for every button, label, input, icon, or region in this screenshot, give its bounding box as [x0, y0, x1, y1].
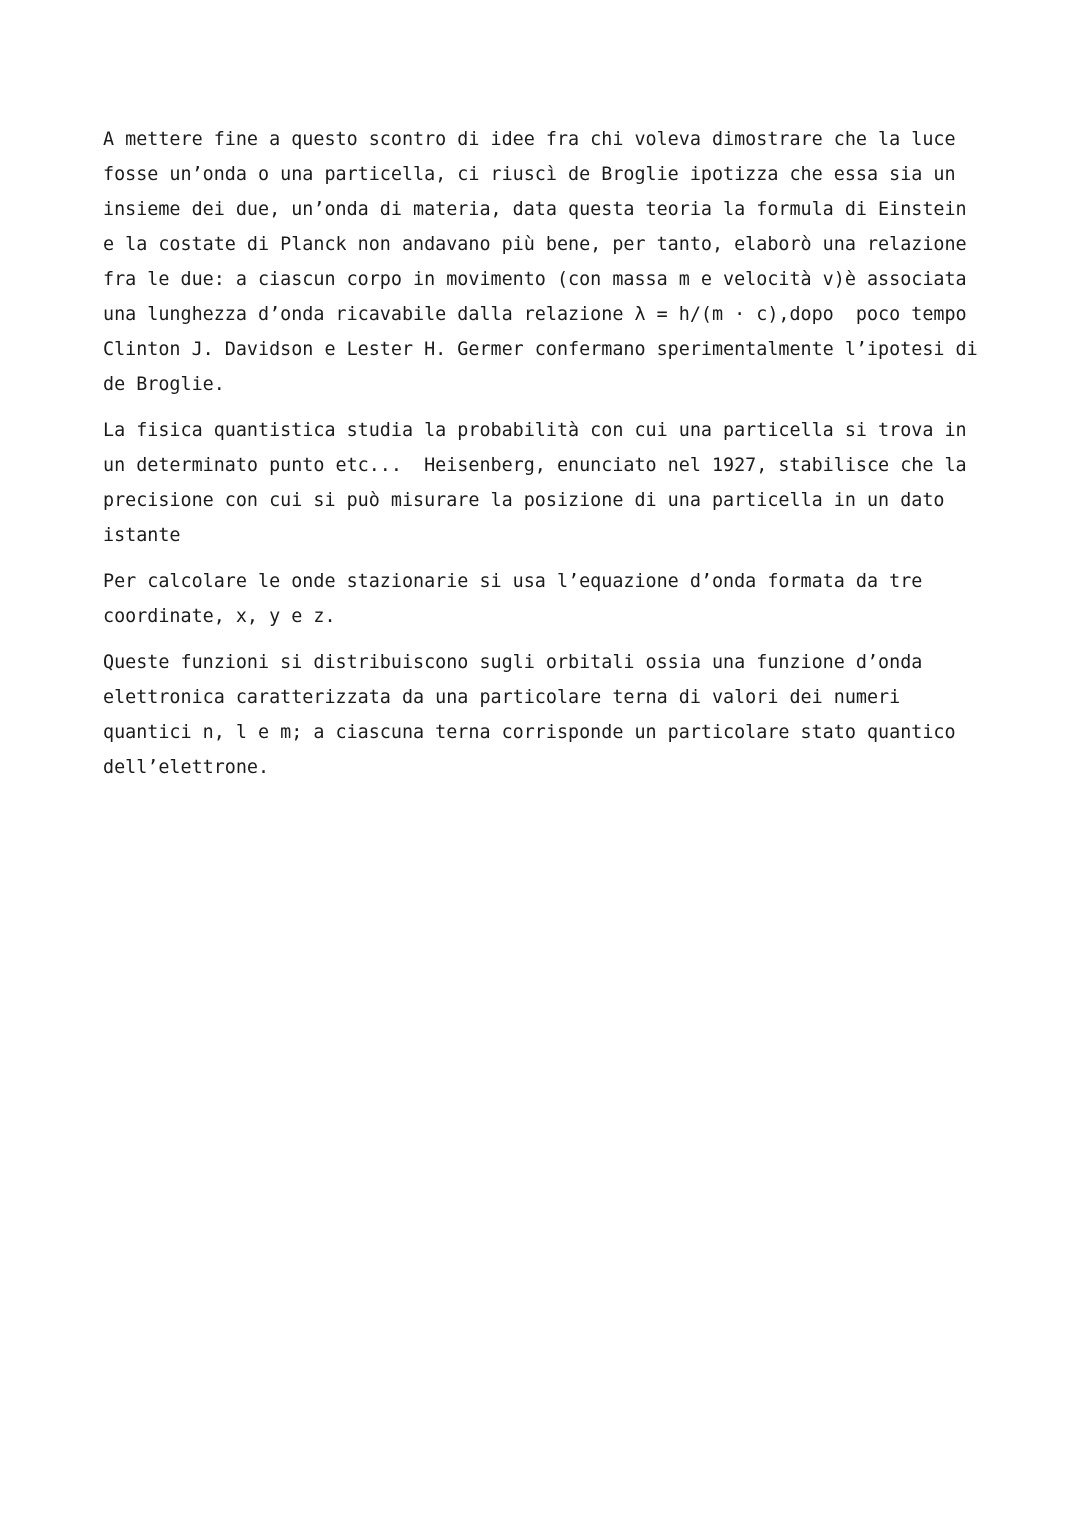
text-line: Per calcolare le onde stazionarie si usa l’equazione d’onda formata da tre [103, 571, 923, 592]
text-line: de Broglie. [103, 374, 225, 395]
paragraph-orbitals [103, 645, 983, 785]
text-line: elettronica caratterizzata da una particolare terna di valori dei numeri [103, 687, 901, 708]
text-line: quantici n, l e m; a ciascuna terna corrisponde un particolare stato quantico [103, 722, 956, 743]
paragraph-de-broglie [103, 122, 983, 402]
text-line: una lunghezza d’onda ricavabile dalla relazione λ = h/(m · c),dopo poco tempo [103, 304, 967, 325]
text-line: insieme dei due, un’onda di materia, data questa teoria la formula di Einstein [103, 199, 967, 220]
paragraph-quantum-physics [103, 413, 983, 553]
text-line: Queste funzioni si distribuiscono sugli orbitali ossia una funzione d’onda [103, 652, 923, 673]
text-line: A mettere fine a questo scontro di idee fra chi voleva dimostrare che la luce [103, 129, 956, 150]
text-line: precisione con cui si può misurare la posizione di una particella in un dato [103, 490, 945, 511]
text-line: dell’elettrone. [103, 757, 270, 778]
text-line: un determinato punto etc... Heisenberg, enunciato nel 1927, stabilisce che la [103, 455, 967, 476]
text-line: La fisica quantistica studia la probabilità con cui una particella si trova in [103, 420, 967, 441]
document-body [103, 122, 983, 796]
text-line: fosse un’onda o una particella, ci riuscì de Broglie ipotizza che essa sia un [103, 164, 956, 185]
text-line: fra le due: a ciascun corpo in movimento (con massa m e velocità v)è associata [103, 269, 967, 290]
text-line: e la costate di Planck non andavano più bene, per tanto, elaborò una relazione [103, 234, 967, 255]
text-line: Clinton J. Davidson e Lester H. Germer confermano sperimentalmente l’ipotesi di [103, 339, 978, 360]
paragraph-standing-waves [103, 564, 983, 634]
text-line: coordinate, x, y e z. [103, 606, 336, 627]
text-line: istante [103, 525, 181, 546]
